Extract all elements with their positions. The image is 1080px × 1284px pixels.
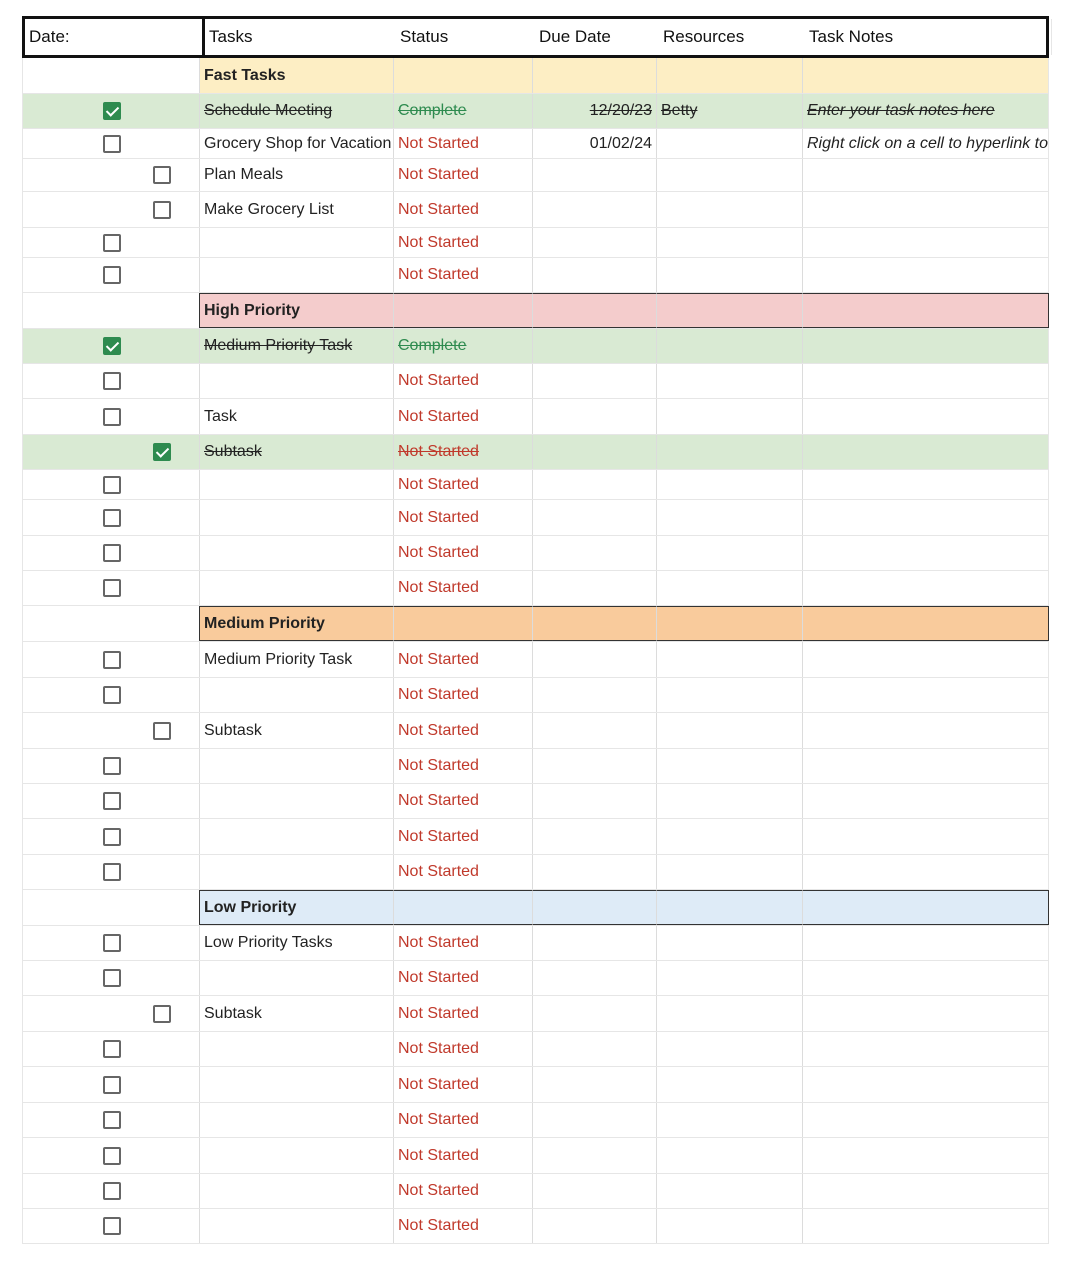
notes-cell[interactable]: Enter your task notes here xyxy=(802,94,1049,128)
table-row xyxy=(22,1174,1049,1209)
resources-cell[interactable] xyxy=(656,819,802,854)
checkbox-icon[interactable] xyxy=(103,579,121,597)
task-cell[interactable] xyxy=(199,228,393,257)
date-cell[interactable] xyxy=(22,364,199,398)
notes-cell[interactable] xyxy=(802,961,1049,995)
date-cell[interactable] xyxy=(22,819,199,854)
header-date[interactable]: Date: xyxy=(29,27,70,46)
notes-cell[interactable] xyxy=(802,713,1049,748)
date-cell[interactable] xyxy=(22,58,199,93)
date-cell[interactable] xyxy=(22,293,199,328)
status-cell[interactable]: Not Started xyxy=(393,1138,532,1173)
date-cell[interactable] xyxy=(22,571,199,605)
checkbox-checked-icon[interactable] xyxy=(153,443,171,461)
date-cell[interactable] xyxy=(22,228,199,257)
due-date-cell[interactable] xyxy=(532,192,656,227)
checkbox-icon[interactable] xyxy=(103,1111,121,1129)
task-cell[interactable]: Plan Meals xyxy=(199,159,393,191)
checkbox-icon[interactable] xyxy=(103,135,121,153)
resources-cell[interactable] xyxy=(656,784,802,818)
task-cell[interactable] xyxy=(199,1103,393,1137)
table-row xyxy=(22,129,1049,159)
table-row xyxy=(22,470,1049,500)
status-cell[interactable]: Not Started xyxy=(393,678,532,712)
resources-cell[interactable] xyxy=(656,606,802,641)
notes-cell[interactable] xyxy=(802,258,1049,292)
status-cell[interactable]: Not Started xyxy=(393,819,532,854)
due-date-cell[interactable] xyxy=(532,258,656,292)
notes-cell[interactable] xyxy=(802,926,1049,960)
due-date-cell[interactable] xyxy=(532,293,656,328)
checkbox-icon[interactable] xyxy=(103,863,121,881)
status-cell[interactable]: Not Started xyxy=(393,749,532,783)
resources-cell[interactable] xyxy=(656,192,802,227)
section-label[interactable]: Low Priority xyxy=(199,890,393,925)
notes-cell[interactable] xyxy=(802,1174,1049,1208)
due-date-cell[interactable] xyxy=(532,1103,656,1137)
table-row xyxy=(22,678,1049,713)
resources-cell[interactable] xyxy=(656,159,802,191)
date-cell[interactable] xyxy=(22,1209,199,1243)
resources-cell[interactable] xyxy=(656,713,802,748)
checkbox-icon[interactable] xyxy=(103,828,121,846)
due-date-cell[interactable] xyxy=(532,571,656,605)
resources-cell[interactable] xyxy=(656,258,802,292)
notes-cell[interactable] xyxy=(802,470,1049,499)
status-cell[interactable]: Complete xyxy=(393,329,532,363)
notes-cell[interactable] xyxy=(802,293,1049,328)
resources-cell[interactable] xyxy=(656,293,802,328)
due-date-cell[interactable] xyxy=(532,228,656,257)
status-cell[interactable]: Not Started xyxy=(393,129,532,158)
due-date-cell[interactable] xyxy=(532,536,656,570)
resources-cell[interactable] xyxy=(656,500,802,535)
checkbox-icon[interactable] xyxy=(103,544,121,562)
status-cell[interactable]: Not Started xyxy=(393,996,532,1031)
table-row xyxy=(22,94,1049,129)
checkbox-icon[interactable] xyxy=(103,1217,121,1235)
task-cell[interactable] xyxy=(199,258,393,292)
table-row xyxy=(22,258,1049,293)
status-cell[interactable]: Not Started xyxy=(393,258,532,292)
resources-cell[interactable] xyxy=(656,890,802,925)
due-date-cell[interactable] xyxy=(532,470,656,499)
header-task-notes[interactable]: Task Notes xyxy=(805,19,1052,55)
status-cell[interactable] xyxy=(393,293,532,328)
header-row xyxy=(22,16,1049,58)
due-date-cell[interactable]: 01/02/24 xyxy=(532,129,656,158)
status-cell[interactable]: Not Started xyxy=(393,470,532,499)
table-row xyxy=(22,1103,1049,1138)
table-row xyxy=(22,713,1049,749)
table-row xyxy=(22,399,1049,435)
task-rows xyxy=(22,58,1049,1244)
header-status[interactable]: Status xyxy=(400,27,449,46)
due-date-cell[interactable] xyxy=(532,890,656,925)
due-date-cell[interactable] xyxy=(532,500,656,535)
date-cell[interactable] xyxy=(22,926,199,960)
table-row xyxy=(22,819,1049,855)
date-cell[interactable] xyxy=(22,1138,199,1173)
due-date-cell[interactable] xyxy=(532,1032,656,1066)
table-row xyxy=(22,536,1049,571)
date-cell[interactable] xyxy=(22,1174,199,1208)
due-date-cell[interactable] xyxy=(532,713,656,748)
notes-cell[interactable] xyxy=(802,606,1049,641)
notes-cell[interactable]: Right click on a cell to hyperlink to xyxy=(802,129,1049,158)
due-date-cell[interactable] xyxy=(532,435,656,469)
section-label[interactable]: High Priority xyxy=(199,293,393,328)
notes-cell[interactable] xyxy=(802,1138,1049,1173)
status-cell[interactable]: Not Started xyxy=(393,1032,532,1066)
checkbox-icon[interactable] xyxy=(103,1182,121,1200)
due-date-cell[interactable] xyxy=(532,606,656,641)
due-date-cell[interactable]: 12/20/23 xyxy=(532,94,656,128)
section-row xyxy=(22,890,1049,926)
status-cell[interactable]: Not Started xyxy=(393,536,532,570)
notes-cell[interactable] xyxy=(802,784,1049,818)
section-label[interactable]: Fast Tasks xyxy=(199,58,393,93)
checkbox-checked-icon[interactable] xyxy=(103,102,121,120)
notes-cell[interactable] xyxy=(802,1032,1049,1066)
header-tasks[interactable]: Tasks xyxy=(202,19,396,55)
resources-cell[interactable] xyxy=(656,1103,802,1137)
date-cell[interactable] xyxy=(22,606,199,641)
notes-cell[interactable] xyxy=(802,749,1049,783)
due-date-cell[interactable] xyxy=(532,1174,656,1208)
task-cell[interactable] xyxy=(199,500,393,535)
date-cell[interactable] xyxy=(22,129,199,158)
table-row xyxy=(22,961,1049,996)
date-cell[interactable] xyxy=(22,329,199,363)
status-cell[interactable]: Not Started xyxy=(393,435,532,469)
checkbox-icon[interactable] xyxy=(153,722,171,740)
table-row xyxy=(22,329,1049,364)
task-cell[interactable] xyxy=(199,571,393,605)
checkbox-icon[interactable] xyxy=(103,372,121,390)
status-cell[interactable]: Not Started xyxy=(393,1067,532,1102)
resources-cell[interactable] xyxy=(656,749,802,783)
table-row xyxy=(22,571,1049,606)
due-date-cell[interactable] xyxy=(532,855,656,889)
table-row xyxy=(22,1138,1049,1174)
resources-cell[interactable] xyxy=(656,399,802,434)
checkbox-icon[interactable] xyxy=(103,969,121,987)
checkbox-icon[interactable] xyxy=(103,1147,121,1165)
notes-cell[interactable] xyxy=(802,678,1049,712)
task-cell[interactable]: Subtask xyxy=(199,996,393,1031)
date-cell[interactable] xyxy=(22,713,199,748)
section-row xyxy=(22,293,1049,329)
checkbox-icon[interactable] xyxy=(103,408,121,426)
checkbox-icon[interactable] xyxy=(153,201,171,219)
date-cell[interactable] xyxy=(22,399,199,434)
date-cell[interactable] xyxy=(22,855,199,889)
header-resources[interactable]: Resources xyxy=(663,27,745,46)
date-cell[interactable] xyxy=(22,1067,199,1102)
task-cell[interactable] xyxy=(199,961,393,995)
task-cell[interactable]: Grocery Shop for Vacation xyxy=(199,129,393,158)
date-cell[interactable] xyxy=(22,435,199,469)
resources-cell[interactable] xyxy=(656,855,802,889)
date-cell[interactable] xyxy=(22,749,199,783)
date-cell[interactable] xyxy=(22,890,199,925)
header-due-date[interactable]: Due Date xyxy=(539,27,611,46)
table-row xyxy=(22,364,1049,399)
resources-cell[interactable] xyxy=(656,470,802,499)
date-cell[interactable] xyxy=(22,996,199,1031)
checkbox-icon[interactable] xyxy=(103,234,121,252)
resources-cell[interactable] xyxy=(656,1032,802,1066)
task-cell[interactable] xyxy=(199,1067,393,1102)
due-date-cell[interactable] xyxy=(532,1138,656,1173)
due-date-cell[interactable] xyxy=(532,329,656,363)
task-cell[interactable]: Make Grocery List xyxy=(199,192,393,227)
task-cell[interactable] xyxy=(199,1032,393,1066)
resources-cell[interactable] xyxy=(656,1067,802,1102)
resources-cell[interactable] xyxy=(656,228,802,257)
status-cell[interactable]: Not Started xyxy=(393,926,532,960)
checkbox-icon[interactable] xyxy=(153,166,171,184)
notes-cell[interactable] xyxy=(802,228,1049,257)
checkbox-icon[interactable] xyxy=(103,934,121,952)
task-cell[interactable] xyxy=(199,1209,393,1243)
task-cell[interactable] xyxy=(199,1174,393,1208)
checkbox-icon[interactable] xyxy=(153,1005,171,1023)
resources-cell[interactable] xyxy=(656,364,802,398)
section-row xyxy=(22,606,1049,642)
table-row xyxy=(22,1067,1049,1103)
notes-cell[interactable] xyxy=(802,192,1049,227)
task-cell[interactable] xyxy=(199,536,393,570)
resources-cell[interactable] xyxy=(656,926,802,960)
checkbox-icon[interactable] xyxy=(103,792,121,810)
due-date-cell[interactable] xyxy=(532,961,656,995)
due-date-cell[interactable] xyxy=(532,159,656,191)
checkbox-icon[interactable] xyxy=(103,509,121,527)
date-cell[interactable] xyxy=(22,678,199,712)
resources-cell[interactable] xyxy=(656,129,802,158)
status-cell[interactable] xyxy=(393,890,532,925)
status-cell[interactable]: Not Started xyxy=(393,571,532,605)
status-cell[interactable]: Not Started xyxy=(393,642,532,677)
task-cell[interactable] xyxy=(199,364,393,398)
status-cell[interactable]: Not Started xyxy=(393,399,532,434)
due-date-cell[interactable] xyxy=(532,819,656,854)
due-date-cell[interactable] xyxy=(532,678,656,712)
table-row xyxy=(22,159,1049,192)
notes-cell[interactable] xyxy=(802,855,1049,889)
status-cell[interactable]: Not Started xyxy=(393,159,532,191)
notes-cell[interactable] xyxy=(802,996,1049,1031)
due-date-cell[interactable] xyxy=(532,642,656,677)
due-date-cell[interactable] xyxy=(532,58,656,93)
resources-cell[interactable] xyxy=(656,435,802,469)
status-cell[interactable]: Not Started xyxy=(393,192,532,227)
notes-cell[interactable] xyxy=(802,571,1049,605)
checkbox-icon[interactable] xyxy=(103,1040,121,1058)
status-cell[interactable]: Not Started xyxy=(393,228,532,257)
notes-cell[interactable] xyxy=(802,1209,1049,1243)
notes-cell[interactable] xyxy=(802,435,1049,469)
date-cell[interactable] xyxy=(22,159,199,191)
table-row xyxy=(22,500,1049,536)
date-cell[interactable] xyxy=(22,500,199,535)
resources-cell[interactable] xyxy=(656,329,802,363)
task-cell[interactable]: Task xyxy=(199,399,393,434)
task-cell[interactable] xyxy=(199,784,393,818)
status-cell[interactable]: Not Started xyxy=(393,364,532,398)
resources-cell[interactable] xyxy=(656,1138,802,1173)
task-sheet xyxy=(22,16,1049,1244)
resources-cell[interactable] xyxy=(656,678,802,712)
table-row xyxy=(22,1032,1049,1067)
due-date-cell[interactable] xyxy=(532,749,656,783)
table-row xyxy=(22,435,1049,470)
date-cell[interactable] xyxy=(22,1103,199,1137)
status-cell[interactable]: Complete xyxy=(393,94,532,128)
date-cell[interactable] xyxy=(22,470,199,499)
date-cell[interactable] xyxy=(22,258,199,292)
resources-cell[interactable] xyxy=(656,996,802,1031)
due-date-cell[interactable] xyxy=(532,784,656,818)
status-cell[interactable]: Not Started xyxy=(393,961,532,995)
notes-cell[interactable] xyxy=(802,159,1049,191)
task-cell[interactable] xyxy=(199,819,393,854)
table-row xyxy=(22,855,1049,890)
notes-cell[interactable] xyxy=(802,500,1049,535)
status-cell[interactable]: Not Started xyxy=(393,784,532,818)
notes-cell[interactable] xyxy=(802,536,1049,570)
table-row xyxy=(22,1209,1049,1244)
due-date-cell[interactable] xyxy=(532,1067,656,1102)
resources-cell[interactable] xyxy=(656,1174,802,1208)
task-cell[interactable] xyxy=(199,1138,393,1173)
date-cell[interactable] xyxy=(22,536,199,570)
resources-cell[interactable] xyxy=(656,58,802,93)
date-cell[interactable] xyxy=(22,94,199,128)
date-cell[interactable] xyxy=(22,1032,199,1066)
date-cell[interactable] xyxy=(22,784,199,818)
task-cell[interactable]: Low Priority Tasks xyxy=(199,926,393,960)
task-cell[interactable] xyxy=(199,470,393,499)
status-cell[interactable]: Not Started xyxy=(393,713,532,748)
status-cell[interactable]: Not Started xyxy=(393,855,532,889)
notes-cell[interactable] xyxy=(802,58,1049,93)
resources-cell[interactable] xyxy=(656,961,802,995)
notes-cell[interactable] xyxy=(802,329,1049,363)
table-row xyxy=(22,228,1049,258)
section-label[interactable]: Medium Priority xyxy=(199,606,393,641)
resources-cell[interactable] xyxy=(656,536,802,570)
notes-cell[interactable] xyxy=(802,364,1049,398)
task-cell[interactable] xyxy=(199,855,393,889)
status-cell[interactable]: Not Started xyxy=(393,1209,532,1243)
status-cell[interactable] xyxy=(393,58,532,93)
notes-cell[interactable] xyxy=(802,1067,1049,1102)
checkbox-icon[interactable] xyxy=(103,1076,121,1094)
task-cell[interactable] xyxy=(199,678,393,712)
resources-cell[interactable] xyxy=(656,642,802,677)
task-cell[interactable]: Schedule Meeting xyxy=(199,94,393,128)
checkbox-icon[interactable] xyxy=(103,686,121,704)
status-cell[interactable]: Not Started xyxy=(393,500,532,535)
due-date-cell[interactable] xyxy=(532,996,656,1031)
notes-cell[interactable] xyxy=(802,399,1049,434)
checkbox-icon[interactable] xyxy=(103,476,121,494)
status-cell[interactable] xyxy=(393,606,532,641)
task-cell[interactable] xyxy=(199,749,393,783)
notes-cell[interactable] xyxy=(802,890,1049,925)
task-cell[interactable]: Medium Priority Task xyxy=(199,329,393,363)
notes-cell[interactable] xyxy=(802,1103,1049,1137)
date-cell[interactable] xyxy=(22,192,199,227)
due-date-cell[interactable] xyxy=(532,926,656,960)
resources-cell[interactable] xyxy=(656,1209,802,1243)
notes-cell[interactable] xyxy=(802,819,1049,854)
table-row xyxy=(22,784,1049,819)
date-cell[interactable] xyxy=(22,961,199,995)
date-cell[interactable] xyxy=(22,642,199,677)
table-row xyxy=(22,642,1049,678)
status-cell[interactable]: Not Started xyxy=(393,1103,532,1137)
table-row xyxy=(22,749,1049,784)
checkbox-icon[interactable] xyxy=(103,757,121,775)
resources-cell[interactable]: Betty xyxy=(656,94,802,128)
due-date-cell[interactable] xyxy=(532,1209,656,1243)
table-row xyxy=(22,996,1049,1032)
status-cell[interactable]: Not Started xyxy=(393,1174,532,1208)
table-row xyxy=(22,926,1049,961)
checkbox-icon[interactable] xyxy=(103,651,121,669)
checkbox-checked-icon[interactable] xyxy=(103,337,121,355)
due-date-cell[interactable] xyxy=(532,399,656,434)
task-cell[interactable]: Subtask xyxy=(199,435,393,469)
task-cell[interactable]: Subtask xyxy=(199,713,393,748)
section-row xyxy=(22,58,1049,94)
due-date-cell[interactable] xyxy=(532,364,656,398)
task-cell[interactable]: Medium Priority Task xyxy=(199,642,393,677)
resources-cell[interactable] xyxy=(656,571,802,605)
checkbox-icon[interactable] xyxy=(103,266,121,284)
notes-cell[interactable] xyxy=(802,642,1049,677)
table-row xyxy=(22,192,1049,228)
